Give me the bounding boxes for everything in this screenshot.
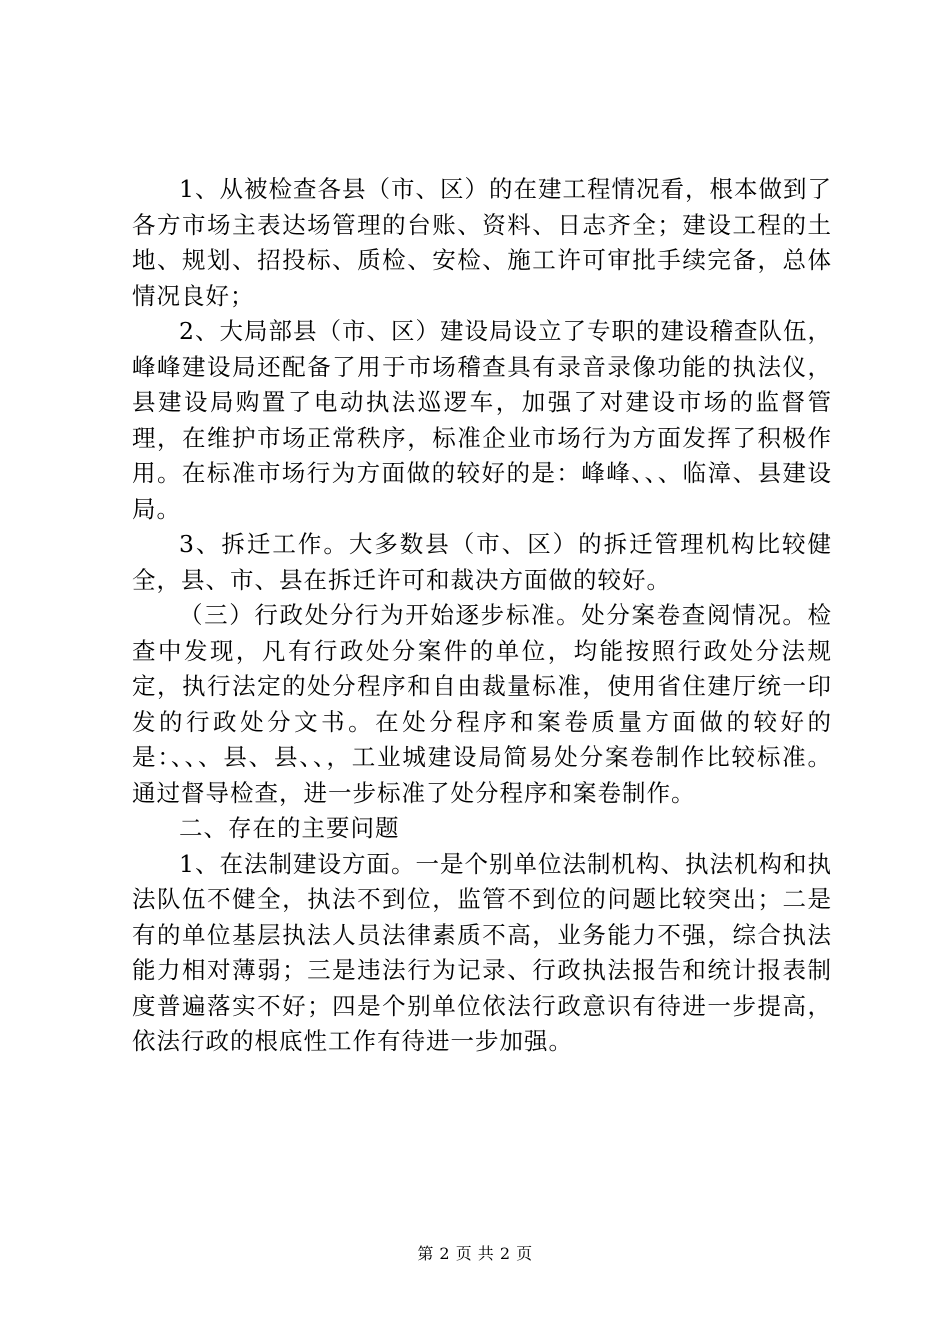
document-body [132, 172, 832, 1060]
paragraph-2: 2、大局部县（市、区）建设局设立了专职的建设稽查队伍，峰峰建设局还配备了用于市场稽查具有录音录像功能的执法仪，县建设局购置了电动执法巡逻车，加强了对建设市场的监督管理，在维护市场正常秩序，标准企业市场行为方面发挥了积极作用。在标准市场行为方面做的较好的是：峰峰、、、临漳、县建设局。 [132, 317, 832, 523]
paragraph-5: 1、在法制建设方面。一是个别单位法制机构、执法机构和执法队伍不健全，执法不到位，监管不到位的问题比较突出；二是有的单位基层执法人员法律素质不高，业务能力不强，综合执法能力相对薄弱；三是违法行为记录、行政执法报告和统计报表制度普遍落实不好；四是个别单位依法行政意识有待进一步提高，依法行政的根底性工作有待进一步加强。 [132, 849, 832, 1055]
paragraph-3: 3、拆迁工作。大多数县（市、区）的拆迁管理机构比较健全，县、市、县在拆迁许可和裁决方面做的较好。 [132, 530, 832, 594]
paragraph-4: （三）行政处分行为开始逐步标准。处分案卷查阅情况。检查中发现，凡有行政处分案件的单位，均能按照行政处分法规定，执行法定的处分程序和自由裁量标准，使用省住建厅统一印发的行政处分文书。在处分程序和案卷质量方面做的较好的是：、、、县、县、、，工业城建设局简易处分案卷制作比较标准。通过督导检查，进一步标准了处分程序和案卷制作。 [132, 601, 832, 807]
page-footer [0, 1244, 950, 1264]
paragraph-1: 1、从被检查各县（市、区）的在建工程情况看，根本做到了各方市场主表达场管理的台账、资料、日志齐全；建设工程的土地、规划、招投标、质检、安检、施工许可审批手续完备，总体情况良好； [132, 175, 832, 310]
section-heading: 二、存在的主要问题 [179, 814, 400, 842]
page-number: 第 2 页 共 2 页 [417, 1244, 533, 1263]
